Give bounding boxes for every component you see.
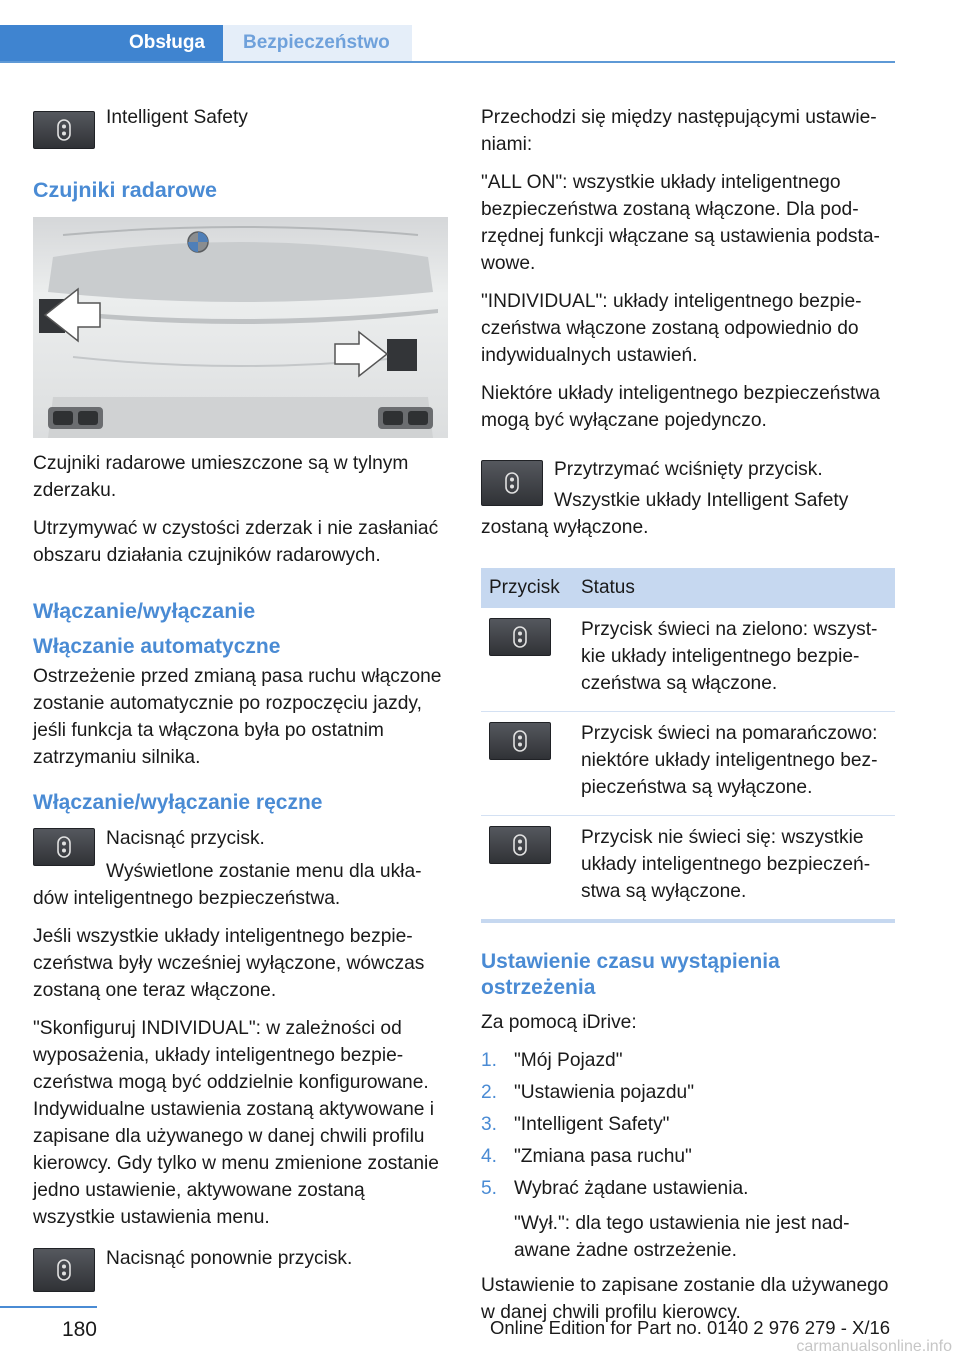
step5-sub-note: "Wył.": dla tego ustawienia nie jest nadawane żadne ostrzeżenie.: [514, 1213, 850, 1261]
individual-disable-note: Niektóre układy inteligentnego bezpieczeństwa mogą być wyłączane pojedynczo.: [481, 383, 880, 431]
status-table-header: [481, 568, 895, 608]
right-column: [481, 98, 895, 1337]
intelligent-safety-intro: [33, 98, 448, 158]
status-table: [481, 568, 895, 923]
col-header-button: Przycisk: [481, 568, 573, 608]
manual-step2: Nacisnąć ponownie przycisk.: [106, 1248, 353, 1269]
setting-all-on: "ALL ON": wszystkie układy inteligentnego bezpieczeństwa zostaną włączone. Dla podrzędnej funkcji włączane są ustawienia podstawowe.: [481, 172, 880, 274]
status-text: Przycisk nie świeci się: wszystkie układy inteligentnego bezpieczeństwa są wyłączone.: [573, 816, 895, 922]
manual-menu-note: Wyświetlone zostanie menu dla układów inteligentnego bezpieczeństwa.: [33, 861, 422, 909]
manual-all-on-note: Jeśli wszystkie układy inteligentnego bezpieczeństwa były wcześniej wyłączone, wówczas zostaną one teraz włączone.: [33, 926, 425, 1001]
status-text: Przycisk świeci na pomarańczowo: niektóre układy inteligentnego bezpieczeństwa są wyłączone.: [573, 712, 895, 816]
hold-result: Wszystkie układy Intelligent Safety zostaną wyłączone.: [481, 490, 849, 538]
list-item: 4. "Zmiana pasa ruchu": [481, 1146, 692, 1167]
hold-step: [481, 456, 895, 552]
list-item: 3. "Intelligent Safety": [481, 1114, 670, 1135]
edition-footer: Online Edition for Part no. 0140 2 976 279 - X/16: [490, 1317, 891, 1338]
tab-obsluga[interactable]: Obsługa: [0, 25, 223, 61]
left-column: [33, 98, 448, 1296]
list-item: 1. "Mój Pojazd": [481, 1050, 623, 1071]
idrive-intro: Za pomocą iDrive:: [481, 1012, 637, 1033]
auto-description: Ostrzeżenie przed zmianą pasa ruchu włączone zostanie automatycznie po rozpoczęciu jazdy, jeśli funkcja ta włączona była po ostatnim zatrzymaniu silnika.: [33, 666, 442, 768]
heading-auto: Włączanie automatyczne: [33, 635, 281, 658]
intelligent-safety-button-icon: [33, 111, 95, 149]
manual-step1: Nacisnąć przycisk.: [106, 828, 265, 849]
radar-description: Czujniki radarowe umieszczone są w tylnym zderzaku.: [33, 453, 409, 501]
col-header-status: Status: [573, 568, 895, 608]
watermark: carmanualsonline.info: [796, 1338, 952, 1355]
manual-step-press-again: [33, 1245, 448, 1272]
intelligent-safety-button-icon: [489, 722, 551, 760]
table-row: [481, 816, 895, 922]
intelligent-safety-button-icon: [489, 826, 551, 864]
heading-radar: Czujniki radarowe: [33, 178, 217, 202]
radar-advice: Utrzymywać w czystości zderzak i nie zasłaniać obszaru działania czujników radarowych.: [33, 518, 439, 566]
manual-step-press: [33, 825, 448, 912]
setting-individual: "INDIVIDUAL": układy inteligentnego bezpieczeństwa włączone zostaną odpowiednio do indywidualnych ustawień.: [481, 291, 862, 366]
hold-instruction: Przytrzymać wciśnięty przycisk.: [554, 459, 823, 480]
list-item: 2. "Ustawienia pojazdu": [481, 1082, 695, 1103]
manual-individual-note: "Skonfiguruj INDIVIDUAL": w zależności od wyposażenia, układy inteligentnego bezpieczeństwa mogą być oddzielnie konfigurowane. Indywidualne ustawienia zostaną aktywowane i zapisane dla używanego w danej chwili profilu kierowcy. Gdy tylko w menu zmienione zostanie jedno ustawienie, aktywowane zostaną wszystkie ustawienia menu.: [33, 1018, 439, 1228]
settings-intro: Przechodzi się między następującymi ustawieniami:: [481, 107, 877, 155]
page-number: 180: [0, 1306, 97, 1342]
heading-on-off: Włączanie/wyłączanie: [33, 599, 256, 623]
tab-bezpieczenstwo[interactable]: Bezpieczeństwo: [223, 25, 412, 61]
idrive-steps: [481, 1047, 895, 1202]
header-tabs: [0, 25, 895, 63]
intelligent-safety-button-icon: [33, 828, 95, 866]
table-row: [481, 608, 895, 712]
table-row: [481, 712, 895, 816]
list-item: 5. Wybrać żądane ustawienia.: [481, 1178, 749, 1199]
icon-label: Intelligent Safety: [106, 107, 248, 128]
heading-manual: Włączanie/wyłączanie ręczne: [33, 791, 323, 814]
intelligent-safety-button-icon: [481, 460, 543, 506]
rear-bumper-photo: [33, 217, 448, 438]
closing-note: Ustawienie to zapisane zostanie dla używanego w danej chwili profilu kierowcy.: [481, 1275, 889, 1323]
intelligent-safety-button-icon: [33, 1248, 95, 1292]
intelligent-safety-button-icon: [489, 618, 551, 656]
heading-warning-time: Ustawienie czasu wystąpienia ostrzeżenia: [481, 950, 780, 999]
status-text: Przycisk świeci na zielono: wszystkie układy inteligentnego bezpieczeństwa są włączone.: [573, 608, 895, 712]
